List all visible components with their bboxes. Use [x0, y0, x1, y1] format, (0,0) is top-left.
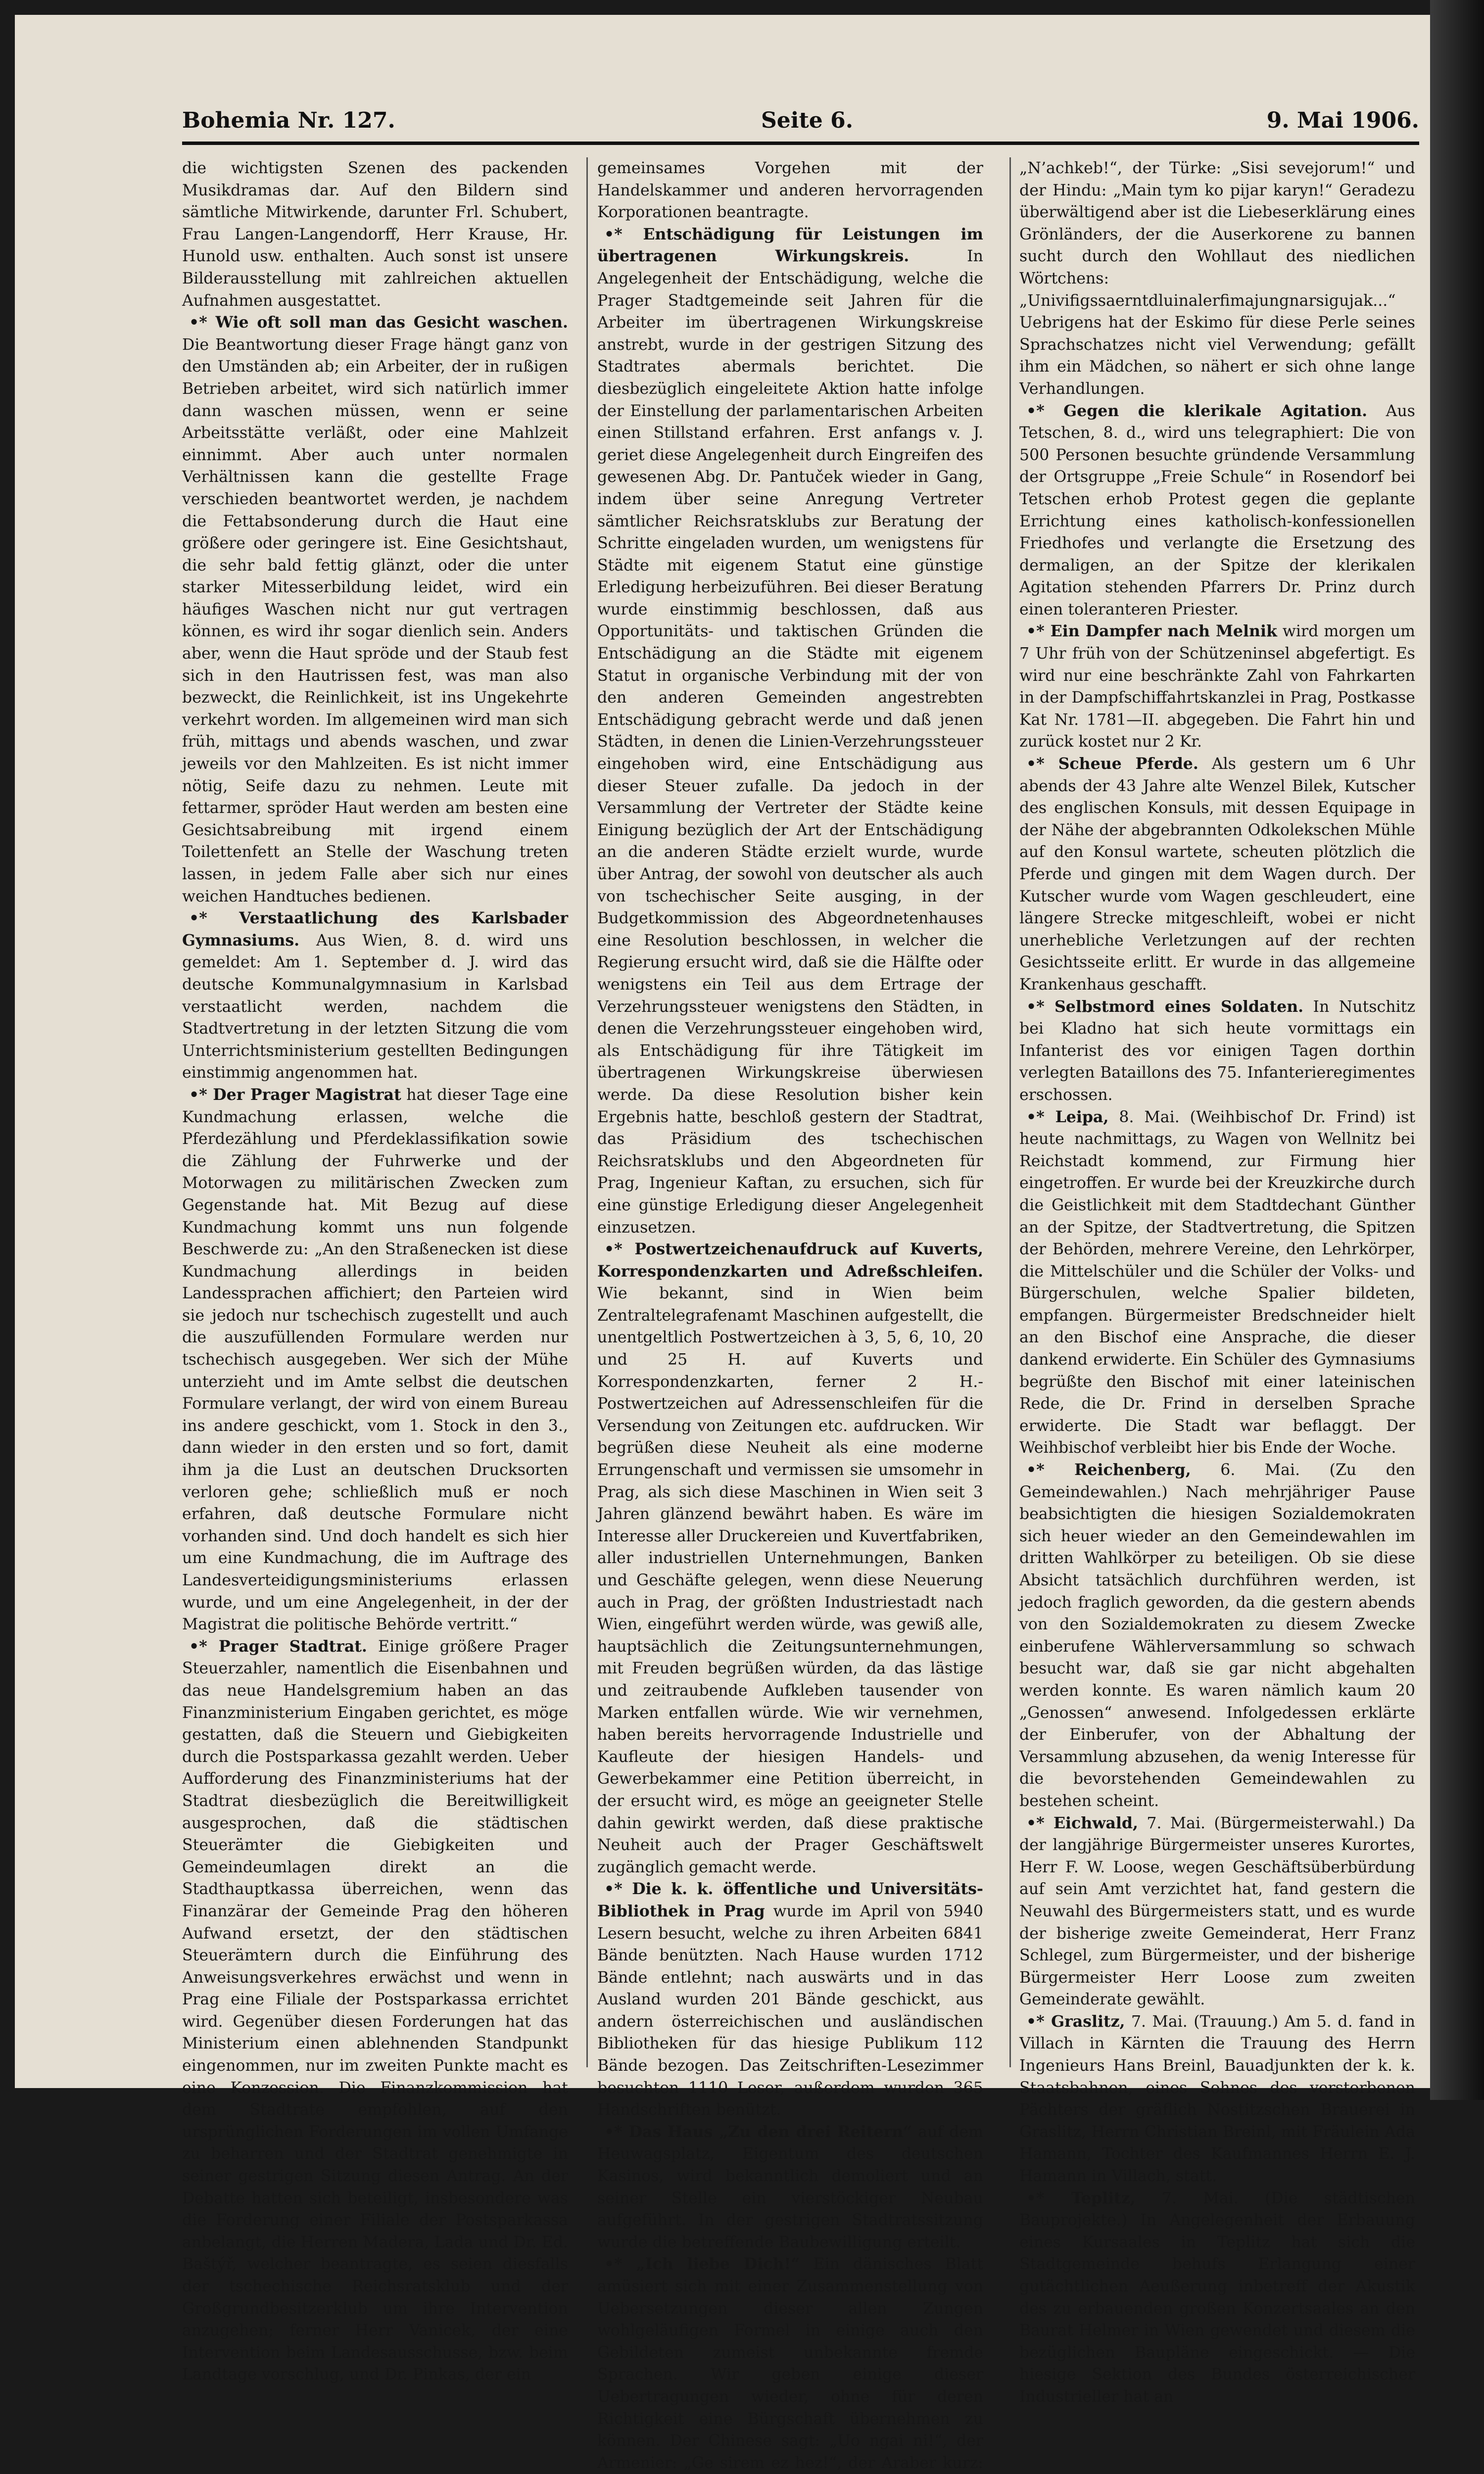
- article-paragraph: [1019, 1459, 1415, 1812]
- article-text: auf dem Heuwagsplatz, Eigentum des deutschen Kasinos, wird bekanntlich demoliert und an seiner Stelle ein vierstöckiger Neubau aufgeführt. In der gestrigen Stadtratssitzung wurde die betreffende Baubewilligung erteilt.: [597, 2123, 983, 2251]
- article-headline: Die k. k. öffentliche und Universitäts-Bibliothek in Prag: [597, 1880, 983, 1920]
- article-headline: Verstaatlichung des Karlsbader Gymnasiums.: [182, 909, 568, 950]
- article-text: „N’achkeb!“, der Türke: „Sisi sevejorum!“ und der Hindu: „Main tym ko pijar karyn!“ Geradezu überwältigend aber ist die Liebeserklärung eines Grönländers, der die Auserkorene zu bannen sucht durch den Wohllaut des niedlichen Wörtchens: „Univifigssaerntdluinalerfimajungnarsigujak...“ Uebrigens hat der Eskimo für diese Perle seines Sprachschatzes nicht viel Verwendung; gefällt ihm ein Mädchen, so nähert er sich ohne lange Verhandlungen.: [1019, 159, 1415, 398]
- article-headline: „Ich liebe Dich!“: [636, 2255, 800, 2274]
- article-marker: •*: [1026, 2012, 1052, 2031]
- article-marker: •*: [604, 2255, 636, 2274]
- article-headline: Postwertzeichenaufdruck auf Kuverts, Korrespondenzkarten und Adreßschleifen.: [597, 1240, 984, 1281]
- article-headline: Scheue Pferde.: [1058, 755, 1198, 773]
- article-text: Die Beantwortung dieser Frage hängt ganz von den Umständen ab; ein Arbeiter, der in rußigen Betrieben arbeitet, wird sich natürlich immer dann waschen müssen, wenn er seine Arbeitsstätte verläßt, oder eine Mahlzeit einnimmt. Aber auch unter normalen Verhältnissen kann die gestellte Frage verschieden beantwortet werden, je nachdem die Fettabsonderung durch die Haut eine größere oder geringere ist. Eine Gesichtshaut, die sehr bald fettig glänzt, oder die unter starker Mitesserbildung leidet, wird ein häufiges Waschen nicht nur gut vertragen können, es wird ihr sogar dienlich sein. Anders aber, wenn die Haut spröde und der Staub fest sich in den Hautrissen fest, was man also bezweckt, die Reinlichkeit, ist ins Ungekehrte verkehrt worden. Im allgemeinen wird man sich früh, mittags und abends waschen, und zwar jeweils vor den Mahlzeiten. Es ist nicht immer nötig, Seife dazu zu nehmen. Leute mit fettarmer, spröder Haut werden am besten eine Gesichtsabreibung mit irgend einem Toilettenfett an Stelle der Waschung treten lassen, in jedem Falle aber sich nur eines weichen Handtuches bedienen.: [182, 335, 568, 905]
- article-marker: •*: [189, 1637, 219, 1656]
- column-1: [182, 157, 569, 2384]
- article-marker: •*: [1026, 755, 1058, 773]
- article-headline: Prager Stadtrat.: [218, 1637, 367, 1656]
- page-header: [182, 108, 1419, 143]
- article-text: In Nutschitz bei Kladno hat sich heute vormittags ein Infanterist des vor einigen Tagen dorthin verlegten Bataillons des 75. Infanterieregimentes erschossen.: [1019, 998, 1415, 1104]
- article-text: In Angelegenheit der Entschädigung, welche die Prager Stadtgemeinde seit Jahren für die Arbeiter im übertragenen Wirkungskreise anstrebt, wurde in der gestrigen Sitzung des Stadtrates abermals berichtet. Die diesbezüglich eingeleitete Aktion hatte infolge der Einstellung der parlamentarischen Arbeiten einen Stillstand erfahren. Erst anfangs v. J. geriet diese Angelegenheit durch Eingreifen des gewesenen Abg. Dr. Pantuček wieder in Gang, indem über seine Anregung Vertreter sämtlicher Reichsratsklubs zur Beratung der Schritte eingeladen wurden, um wenigstens für Städte mit eigenem Statut eine günstige Erledigung herbeizuführen. Bei dieser Beratung wurde einstimmig beschlossen, daß aus Opportunitäts- und taktischen Gründen die Entschädigung an die Städte mit eigenem Statut in organische Verbindung mit der von den anderen Gemeinden angestrebten Entschädigung gebracht werde und daß jenen Städten, in denen die Linien-Verzehrungssteuer eingehoben wird, eine Entschädigung aus dieser Steuer zufalle. Da jedoch in der Versammlung der Vertreter der Städte keine Einigung bezüglich der Art der Entschädigung an die anderen Städte erzielt wurde, wurde über Antrag, der sowohl von deutscher als auch von tschechischer Seite ausging, in der Budgetkommission des Abgeordnetenhauses eine Resolution beschlossen, in welcher die Regierung ersucht wird, daß sie die Hälfte oder wenigstens ein Teil aus dem Ertrage der Verzehrungssteuer wenigstens den Städten, in denen die Verzehrungssteuer eingehoben wird, als Entschädigung für ihre Tätigkeit im übertragenen Wirkungskreise überwiesen werde. Da diese Resolution bisher kein Ergebnis hatte, beschloß gestern der Stadtrat, das Präsidium des tschechischen Reichsratsklubs und den Abgeordneten für Prag, Ingenieur Kaftan, zu ersuchen, sich für eine günstige Erledigung dieser Angelegenheit einzusetzen.: [597, 247, 983, 1237]
- article-marker: •*: [1026, 401, 1064, 420]
- article-marker: •*: [604, 1240, 635, 1259]
- article-headline: Teplitz,: [1071, 2189, 1136, 2207]
- article-paragraph: [1019, 157, 1415, 400]
- article-marker: •*: [604, 225, 643, 243]
- article-headline: Leipa,: [1055, 1107, 1109, 1126]
- article-marker: •*: [1026, 1461, 1075, 1479]
- article-text: 7. Mai. (Die städtischen Bauprojekte.) In Angelegenheit der Erbauung eines Kursaales in Teplitz hat sich die Stadtgemeinde behufs Erlangung einer gutächtlichen Aeußerung inbetreff der Akustik des zu erbauenden großen Konzertsaales an den Baurat Helmer in Wien gewendet und diesem die bezüglichen Baupläne eingeschickt. — Die hiesige Sektion des Bundes österreichischer Industrieller hat an: [1019, 2189, 1415, 2406]
- article-paragraph: [597, 224, 983, 1238]
- article-text: Wie bekannt, sind in Wien beim Zentraltelegrafenamt Maschinen aufgestellt, die unentgeltlich Postwertzeichen à 3, 5, 6, 10, 20 und 25 H. auf Kuverts und Korrespondenzkarten, ferner 2 H.-Postwertzeichen auf Adressenschleifen für die Versendung von Zeitungen etc. aufdrucken. Wir begrüßen diese Neuheit als eine moderne Errungenschaft und vermissen sie umsomehr in Prag, als sich diese Maschinen in Wien seit 3 Jahren glänzend bewährt haben. Es wäre im Interesse aller Druckereien und Kuvertfabriken, aller industriellen Unternehmungen, Banken und Geschäfte gelegen, wenn diese Neuerung auch in Prag, der größten Industriestadt nach Wien, eingeführt werden würde, was gewiß alle, hauptsächlich die Zeitungsunternehmungen, mit Freuden begrüßen würden, da das lästige und zeitraubende Aufkleben tausender von Marken entfallen würde. Wie wir vernehmen, haben bereits hervorragende Industrielle und Kaufleute der hiesigen Handels- und Gewerbekammer eine Petition überreicht, in der ersucht wird, es möge an geeigneter Stelle dahin gewirkt werden, daß diese praktische Neuheit auch der Prager Geschäftswelt zugänglich gemacht werde.: [597, 1285, 983, 1876]
- article-paragraph: [182, 312, 568, 907]
- column-divider: [1009, 157, 1011, 2067]
- article-marker: •*: [1026, 997, 1054, 1016]
- article-text: 8. Mai. (Weihbischof Dr. Frind) ist heute nachmittags, zu Wagen von Wellnitz bei Reichstadt kommend, zur Firmung hier eingetroffen. Er wurde bei der Kreuzkirche durch die Geistlichkeit mit dem Stadtdechant Günther an der Spitze, der Stadtvertretung, die Spitzen der Behörden, mehrere Vereine, den Lehrkörper, die Mittelschüler und die Schüler der Volks- und Bürgerschulen, welche Spalier bildeten, empfangen. Bürgermeister Bredschneider hielt an den Bischof eine Ansprache, die dieser dankend erwiderte. Ein Schüler des Gymnasiums begrüßte den Bischof mit einer lateinischen Rede, die Dr. Frind in derselben Sprache erwiderte. Die Stadt war beflaggt. Der Weihbischof verbleibt hier bis Ende der Woche.: [1019, 1108, 1416, 1457]
- article-headline: Gegen die klerikale Agitation.: [1063, 401, 1368, 420]
- article-headline: Wie oft soll man das Gesicht waschen.: [215, 313, 568, 332]
- article-paragraph: [597, 157, 983, 224]
- article-text: Als gestern um 6 Uhr abends der 43 Jahre alte Wenzel Bilek, Kutscher des englischen Konsuls, mit dessen Equipage in der Nähe der abgebrannten Odkolekschen Mühle auf den Konsul wartete, scheuten plötzlich die Pferde und gingen mit dem Wagen durch. Der Kutscher wurde vom Wagen geschleudert, eine längere Strecke mitgeschleift, wobei er nicht unerhebliche Verletzungen auf der rechten Gesichtsseite erlitt. Er wurde in das allgemeine Krankenhaus geschafft.: [1019, 755, 1416, 994]
- article-text: Ein dänisches Blatt amüsiert sich mit einer Zusammenstellung von Uebersetzungen dieser allen Zungen wohlgeläufigen Formel in einige auch den Gebildeten zumeist unbekannte fremde Sprachen. Wir geben einige dieser Uebertragungen wieder, ohne für deren Richtigkeit eine Bürgschaft übernehmen zu können. Der Chinese sagt: „Uo ngai ni!“, der Armenier: „Ge sirem ez hez!“, der Araber kurz:: [597, 2255, 984, 2472]
- article-paragraph: [597, 2253, 983, 2474]
- article-text: 7. Mai. (Bürgermeisterwahl.) Da der langjährige Bürgermeister unseres Kurortes, Herr F. W. Loose, wegen Geschäftsüberbürdung auf sein Amt verzichtet hat, fand gestern die Neuwahl des Bürgermeisters statt, und es wurde der bisherige zweite Gemeinderat, Herr Franz Schlegel, zum Bürgermeister, und der bisherige Bürgermeister Herr Loose zum zweiten Gemeinderate gewählt.: [1019, 1814, 1416, 2009]
- article-marker: •*: [189, 313, 216, 332]
- article-text: wird morgen um 7 Uhr früh von der Schützeninsel abgefertigt. Es wird nur eine beschränkte Zahl von Fahrkarten in der Dampfschiffahrtskanzlei in Prag, Postkasse Kat Nr. 1781—II. abgegeben. Die Fahrt hin und zurück kostet nur 2 Kr.: [1019, 622, 1416, 751]
- article-paragraph: [1019, 400, 1415, 621]
- article-marker: •*: [189, 909, 239, 928]
- article-paragraph: [597, 2121, 983, 2254]
- column-2: [597, 157, 984, 2472]
- article-paragraph: [1019, 753, 1415, 996]
- header-date: 9. Mai 1906.: [1266, 108, 1419, 133]
- article-paragraph: [597, 1238, 983, 1878]
- article-paragraph: [182, 907, 568, 1084]
- article-marker: •*: [604, 1880, 632, 1899]
- article-paragraph: [1019, 620, 1415, 753]
- article-headline: Ein Dampfer nach Melnik: [1050, 622, 1277, 641]
- header-rule: [182, 142, 1419, 145]
- article-text: 7. Mai. (Trauung.) Am 5. d. fand in Villach in Kärnten die Trauung des Herrn Ingenieurs Hans Breinl, Bauadjunkten der k. k. Staatsbahnen, eines Sohnes des verstorbenen Pächters der gräflich Nostitzschen Brauerei in Graslitz, Herrn Christian Breinl, mit Fräulein Ada Hamann, Tochter des Kaufmannes Herrn E. J. Hamann in Villach, statt.: [1019, 2012, 1416, 2186]
- article-paragraph: [1019, 1106, 1415, 1460]
- article-headline: Das Haus „Zu den drei Reitern“: [628, 2122, 912, 2141]
- article-headline: Graslitz,: [1051, 2012, 1125, 2031]
- header-page-number: Seite 6.: [761, 108, 854, 133]
- column-divider: [586, 157, 588, 2067]
- article-marker: •*: [604, 2122, 629, 2141]
- article-paragraph: [1019, 2188, 1415, 2408]
- article-paragraph: [182, 157, 568, 312]
- article-paragraph: [1019, 1812, 1415, 2011]
- article-headline: Reichenberg,: [1074, 1461, 1191, 1479]
- article-marker: •*: [189, 1085, 213, 1104]
- article-marker: •*: [1026, 1107, 1055, 1126]
- article-text: hat dieser Tage eine Kundmachung erlassen, welche die Pferdezählung und Pferdeklassifikation sowie die Zählung der Fuhrwerke und der Motorwagen zu militärischen Zwecken zum Gegenstande hat. Mit Bezug auf diese Kundmachung kommt uns nun folgende Beschwerde zu: „An den Straßenecken ist diese Kundmachung allerdings in beiden Landessprachen affichiert; den Parteien wird sie jedoch nur tschechisch zugestellt und auch die auszufüllenden Formulare werden nur tschechisch ausgegeben. Wer sich der Mühe unterzieht und im Amte selbst die deutschen Formulare verlangt, der wird von einem Bureau ins andere geschickt, vom 1. Stock in den 3., dann wieder in den ersten und so fort, damit ihm ja die Lust an deutschen Drucksorten verloren gehe; schließlich muß er noch erfahren, daß deutsche Formulare nicht vorhanden sind. Und doch handelt es sich hier um eine Kundmachung, die im Auftrage des Landesverteidigungsministeriums erlassen wurde, und um eine Angelegenheit, in der der Magistrat die politische Behörde vertritt.“: [182, 1086, 569, 1634]
- article-paragraph: [182, 1636, 568, 2386]
- article-text: Einige größere Prager Steuerzahler, namentlich die Eisenbahnen und das neue Handelsgremium haben an das Finanzministerium Eingaben gerichtet, es möge gestatten, daß die Steuern und Giebigkeiten durch die Postsparkassa gezahlt werden. Ueber Aufforderung des Finanzministeriums hat der Stadtrat diesbezüglich die Bereitwilligkeit ausgesprochen, daß die städtischen Steuerämter die Giebigkeiten und Gemeindeumlagen direkt an die Stadthauptkassa überreichen, wenn das Finanzärar der Gemeinde Prag den höheren Aufwand ersetzt, der den städtischen Steuerämtern durch die Einführung des Anweisungsverkehres erwächst und wenn in Prag eine Filiale der Postsparkassa errichtet wird. Gegenüber diesen Forderungen hat das Ministerium einen ablehnenden Standpunkt eingenommen, nur im zweiten Punkte macht es eine Konzession. Die Finanzkommission hat dem Stadtrate empfohlen, auf den ursprünglichen Forderungen im vollen Umfange zu beharren und der Stadtrat genehmigte in seiner gestrigen Sitzung diesen Antrag. An der Debatte hatten sich beteiligt, insbesondere was die Forderung einer Filiale der Postsparkassa anbelangt, die Herren Madera, Lada und Dr. Ed. Baštýř, welcher beantragte, es seien diesfalls der tschechische Reichsratsklub und der Großgrundbesitzerklub um ihre Intervention anzugehen; ferner Herr Vanicek, der eine Intervention beim Landesausschusse, bzw. beim Landtage vorschlug, und Dr. Pinkas, der ein: [182, 1637, 569, 2384]
- article-text: die wichtigsten Szenen des packenden Musikdramas dar. Auf den Bildern sind sämtliche Mitwirkende, darunter Frl. Schubert, Frau Langen-Langendorff, Herr Krause, Hr. Hunold usw. enthalten. Auch sonst ist unsere Bilderausstellung mit zahlreichen aktuellen Aufnahmen ausgestattet.: [182, 159, 568, 310]
- article-headline: Eichwald,: [1053, 1813, 1139, 1832]
- article-marker: •*: [1026, 622, 1051, 641]
- article-text: Aus Wien, 8. d. wird uns gemeldet: Am 1. September d. J. wird das deutsche Kommunalgymnasium in Karlsbad verstaatlicht werden, nachdem die Stadtvertretung in der letzten Sitzung die vom Unterrichtsministerium gestellten Bedingungen einstimmig angenommen hat.: [182, 931, 569, 1082]
- column-3: [1019, 157, 1416, 2406]
- article-text: gemeinsames Vorgehen mit der Handelskammer und anderen hervorragenden Korporationen beantragte.: [597, 159, 983, 222]
- article-text: wurde im April von 5940 Lesern besucht, welche zu ihren Arbeiten 6841 Bände benützten. Nach Hause wurden 1712 Bände entlehnt; nach auswärts und in das Ausland wurden 201 Bände geschickt, aus andern österreichischen und ausländischen Bibliotheken für das hiesige Publikum 112 Bände bezogen. Das Zeitschriften-Lesezimmer besuchten 1110 Leser, außerdem wurden 365 Handschriften benützt.: [597, 1902, 983, 2119]
- article-paragraph: [597, 1878, 983, 2121]
- article-headline: Der Prager Magistrat: [213, 1085, 401, 1104]
- header-left: Bohemia Nr. 127.: [182, 108, 395, 133]
- article-marker: •*: [1026, 1813, 1053, 1832]
- article-headline: Entschädigung für Leistungen im übertragenen Wirkungskreis.: [597, 225, 983, 266]
- article-headline: Selbstmord eines Soldaten.: [1054, 997, 1304, 1016]
- article-paragraph: [1019, 996, 1415, 1106]
- article-text: Aus Tetschen, 8. d., wird uns telegraphiert: Die von 500 Personen besuchte gründende Versammlung der Ortsgruppe „Freie Schule“ in Rosendorf bei Tetschen erhob Protest gegen die geplante Errichtung eines katholisch-konfessionellen Friedhofes und verlangte die Ersetzung des dermaligen, an der Spitze der klerikalen Agitation stehenden Pfarrers Dr. Prinz durch einen toleranteren Priester.: [1019, 402, 1416, 618]
- article-marker: •*: [1026, 2189, 1072, 2207]
- article-paragraph: [1019, 2011, 1415, 2188]
- article-paragraph: [182, 1084, 568, 1636]
- page-shadow-edge: [1430, 0, 1484, 2100]
- article-text: 6. Mai. (Zu den Gemeindewahlen.) Nach mehrjähriger Pause beabsichtigten die hiesigen Sozialdemokraten sich heuer wieder an den Gemeindewahlen im dritten Wahlkörper zu beteiligen. Ob sie diese Absicht tatsächlich durchführen werden, ist jedoch fraglich geworden, da die gestern abends von den Sozialdemokraten zu diesem Zwecke einberufene Wählerversammlung so schwach besucht war, daß sie gar nicht abgehalten werden konnte. Es waren nämlich kaum 20 „Genossen“ anwesend. Infolgedessen erklärte der Einberufer, von der Abhaltung der Versammlung abzusehen, da wenig Interesse für die bevorstehenden Gemeindewahlen zu bestehen scheint.: [1019, 1461, 1416, 1810]
